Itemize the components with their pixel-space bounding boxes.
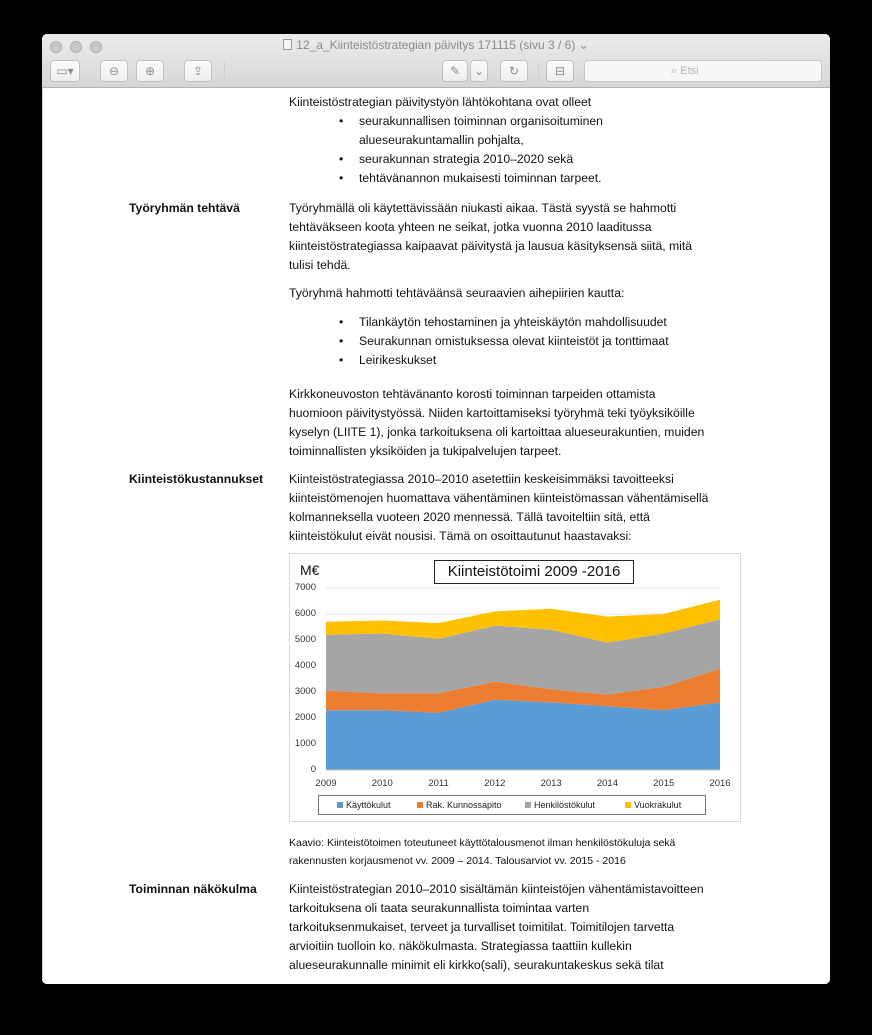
intro-bullet-continuation: alueseurakuntamallin pohjalta, xyxy=(359,133,524,147)
legend-swatch xyxy=(525,802,531,808)
toolbox-button[interactable] xyxy=(546,60,574,82)
chevron-down-icon: ⌄ xyxy=(473,64,485,78)
y-tick-label: 5000 xyxy=(294,634,316,645)
topic-bullet: • Seurakunnan omistuksessa olevat kiinteistöt ja tonttimaat xyxy=(359,332,669,351)
chart-plot xyxy=(290,554,742,794)
share-icon: ⇪ xyxy=(192,64,204,78)
intro-bullet: • tehtävänannon mukaisesti toiminnan tarpeet. xyxy=(359,169,602,188)
legend-item-rak-kunnossapito: Rak. Kunnossapito xyxy=(417,800,502,810)
document-icon xyxy=(283,39,292,50)
chart-caption-line: rakennusten korjausmenot vv. 2009 – 2014. Talousarviot vv. 2015 - 2016 xyxy=(289,855,626,867)
legend-swatch xyxy=(625,802,631,808)
chart-legend xyxy=(318,795,706,815)
sidebar-toggle-button[interactable] xyxy=(50,60,80,82)
intro-bullet: • seurakunnallisen toiminnan organisoituminen xyxy=(359,112,603,131)
y-tick-label: 3000 xyxy=(294,686,316,697)
paragraph-line: kiinteistökulut eivät nousisi. Tämä on osoittautunut haastavaksi: xyxy=(289,529,632,543)
chart-caption-line: Kaavio: Kiinteistötoimen toteutuneet käyttötalousmenot ilman henkilöstökuluja sekä xyxy=(289,837,676,849)
paragraph-line: Työryhmällä oli käytettävissään niukasti aikaa. Tästä syystä se hahmotti xyxy=(289,201,677,215)
legend-item-vuokrakulut: Vuokrakulut xyxy=(625,800,681,810)
paragraph-line: tarkoituksenmukaiset, terveet ja turvalliset toimitilat. Toimitilojen tarvetta xyxy=(289,920,675,934)
paragraph-line: Kirkkoneuvoston tehtävänanto korosti toiminnan tarpeiden ottamista xyxy=(289,387,656,401)
x-tick-label: 2016 xyxy=(709,778,731,789)
section-heading-toiminnan-nakokulma: Toiminnan näkökulma xyxy=(129,882,257,896)
chart-unit-label: M€ xyxy=(300,562,320,578)
zoom-in-icon: ⊕ xyxy=(144,64,156,78)
preview-window xyxy=(42,34,830,984)
x-tick-label: 2013 xyxy=(540,778,562,789)
intro-lead: Kiinteistöstrategian päivitystyön lähtökohtana ovat olleet xyxy=(289,95,592,109)
sidebar-icon: ▭▾ xyxy=(56,64,74,78)
y-tick-label: 6000 xyxy=(294,608,316,619)
legend-swatch xyxy=(337,802,343,808)
paragraph-line: kiinteistöstrategiassa kaipaavat päivitystä ja lausua käsityksensä siitä, mitä xyxy=(289,239,693,253)
paragraph-line: Työryhmä hahmotti tehtäväänsä seuraavien aihepiirien kautta: xyxy=(289,286,625,300)
chart-title: Kiinteistötoimi 2009 -2016 xyxy=(434,560,634,584)
paragraph-line: tehtäväkseen koota yhteen ne seikat, jotka vuonna 2010 laaditussa xyxy=(289,220,652,234)
paragraph-line: arvioitiin tuolloin ko. näkökulmasta. Strategiassa taattiin kullekin xyxy=(289,939,632,953)
paragraph-line: Kiinteistöstrategian 2010–2010 sisältämän kiinteistöjen vähentämistavoitteen xyxy=(289,882,704,896)
paragraph-line: kyselyn (LIITE 1), jonka tarkoituksena oli kartoittaa alueseurakuntien, muiden xyxy=(289,425,705,439)
document-page[interactable] xyxy=(42,89,830,984)
markup-button[interactable] xyxy=(442,60,468,82)
paragraph-line: tulisi tehdä. xyxy=(289,258,351,272)
paragraph-line: alueseurakunnalle minimit eli kirkko(sali), seurakuntakeskus sekä tilat xyxy=(289,958,664,972)
paragraph-line: kiinteistömenojen huomattava vähentäminen kiinteistömassan vähentämisellä xyxy=(289,491,709,505)
x-tick-label: 2009 xyxy=(315,778,337,789)
title-bar xyxy=(42,34,830,88)
legend-item-kayttokulut: Käyttökulut xyxy=(337,800,391,810)
x-tick-label: 2010 xyxy=(371,778,393,789)
share-button[interactable] xyxy=(184,60,212,82)
paragraph-line: tarkoituksena oli taata seurakunnallista toimintaa varten xyxy=(289,901,590,915)
zoom-out-button[interactable] xyxy=(100,60,128,82)
x-tick-label: 2012 xyxy=(484,778,506,789)
x-tick-label: 2014 xyxy=(596,778,618,789)
paragraph-line: toiminnallisten yksiköiden ja tukipalvelujen tarpeet. xyxy=(289,444,562,458)
intro-bullet: • seurakunnan strategia 2010–2020 sekä xyxy=(359,150,573,169)
y-tick-label: 2000 xyxy=(294,712,316,723)
y-tick-label: 1000 xyxy=(294,738,316,749)
y-tick-label: 7000 xyxy=(294,582,316,593)
chevron-down-icon[interactable]: ⌄ xyxy=(578,38,589,52)
legend-item-henkilostokulut: Henkilöstökulut xyxy=(525,800,595,810)
search-input[interactable]: ⌕ Etsi xyxy=(584,60,822,82)
paragraph-line: huomioon päivitystyössä. Niiden kartoittamiseksi työryhmä teki työyksiköille xyxy=(289,406,695,420)
zoom-out-icon: ⊖ xyxy=(108,64,120,78)
topic-bullet: • Tilankäytön tehostaminen ja yhteiskäytön mahdollisuudet xyxy=(359,313,667,332)
topic-bullet: • Leirikeskukset xyxy=(359,351,436,370)
legend-swatch xyxy=(417,802,423,808)
section-heading-tyoryhman-tehtava: Työryhmän tehtävä xyxy=(129,201,240,215)
chart-container xyxy=(289,553,741,822)
window-title: 12_a_Kiinteistöstrategian päivitys 171115 (sivu 3 / 6) ⌄ xyxy=(42,38,830,52)
paragraph-line: Kiinteistöstrategiassa 2010–2010 asetettiin keskeisimmäksi tavoitteeksi xyxy=(289,472,674,486)
x-tick-label: 2011 xyxy=(428,778,449,789)
area-käyttökulut xyxy=(326,700,720,770)
search-icon: ⌕ xyxy=(671,65,678,77)
x-tick-label: 2015 xyxy=(653,778,675,789)
toolbox-icon: ⊟ xyxy=(554,64,566,78)
paragraph-line: kolmanneksella vuoteen 2020 mennessä. Tällä tavoiteltiin sitä, että xyxy=(289,510,650,524)
y-tick-label: 4000 xyxy=(294,660,316,671)
section-heading-kiinteistokustannukset: Kiinteistökustannukset xyxy=(129,472,264,486)
pen-icon: ✎ xyxy=(449,64,461,78)
rotate-icon: ↻ xyxy=(508,64,520,78)
rotate-button[interactable] xyxy=(500,60,528,82)
zoom-in-button[interactable] xyxy=(136,60,164,82)
y-tick-label: 0 xyxy=(310,764,316,775)
markup-menu-button[interactable] xyxy=(470,60,488,82)
